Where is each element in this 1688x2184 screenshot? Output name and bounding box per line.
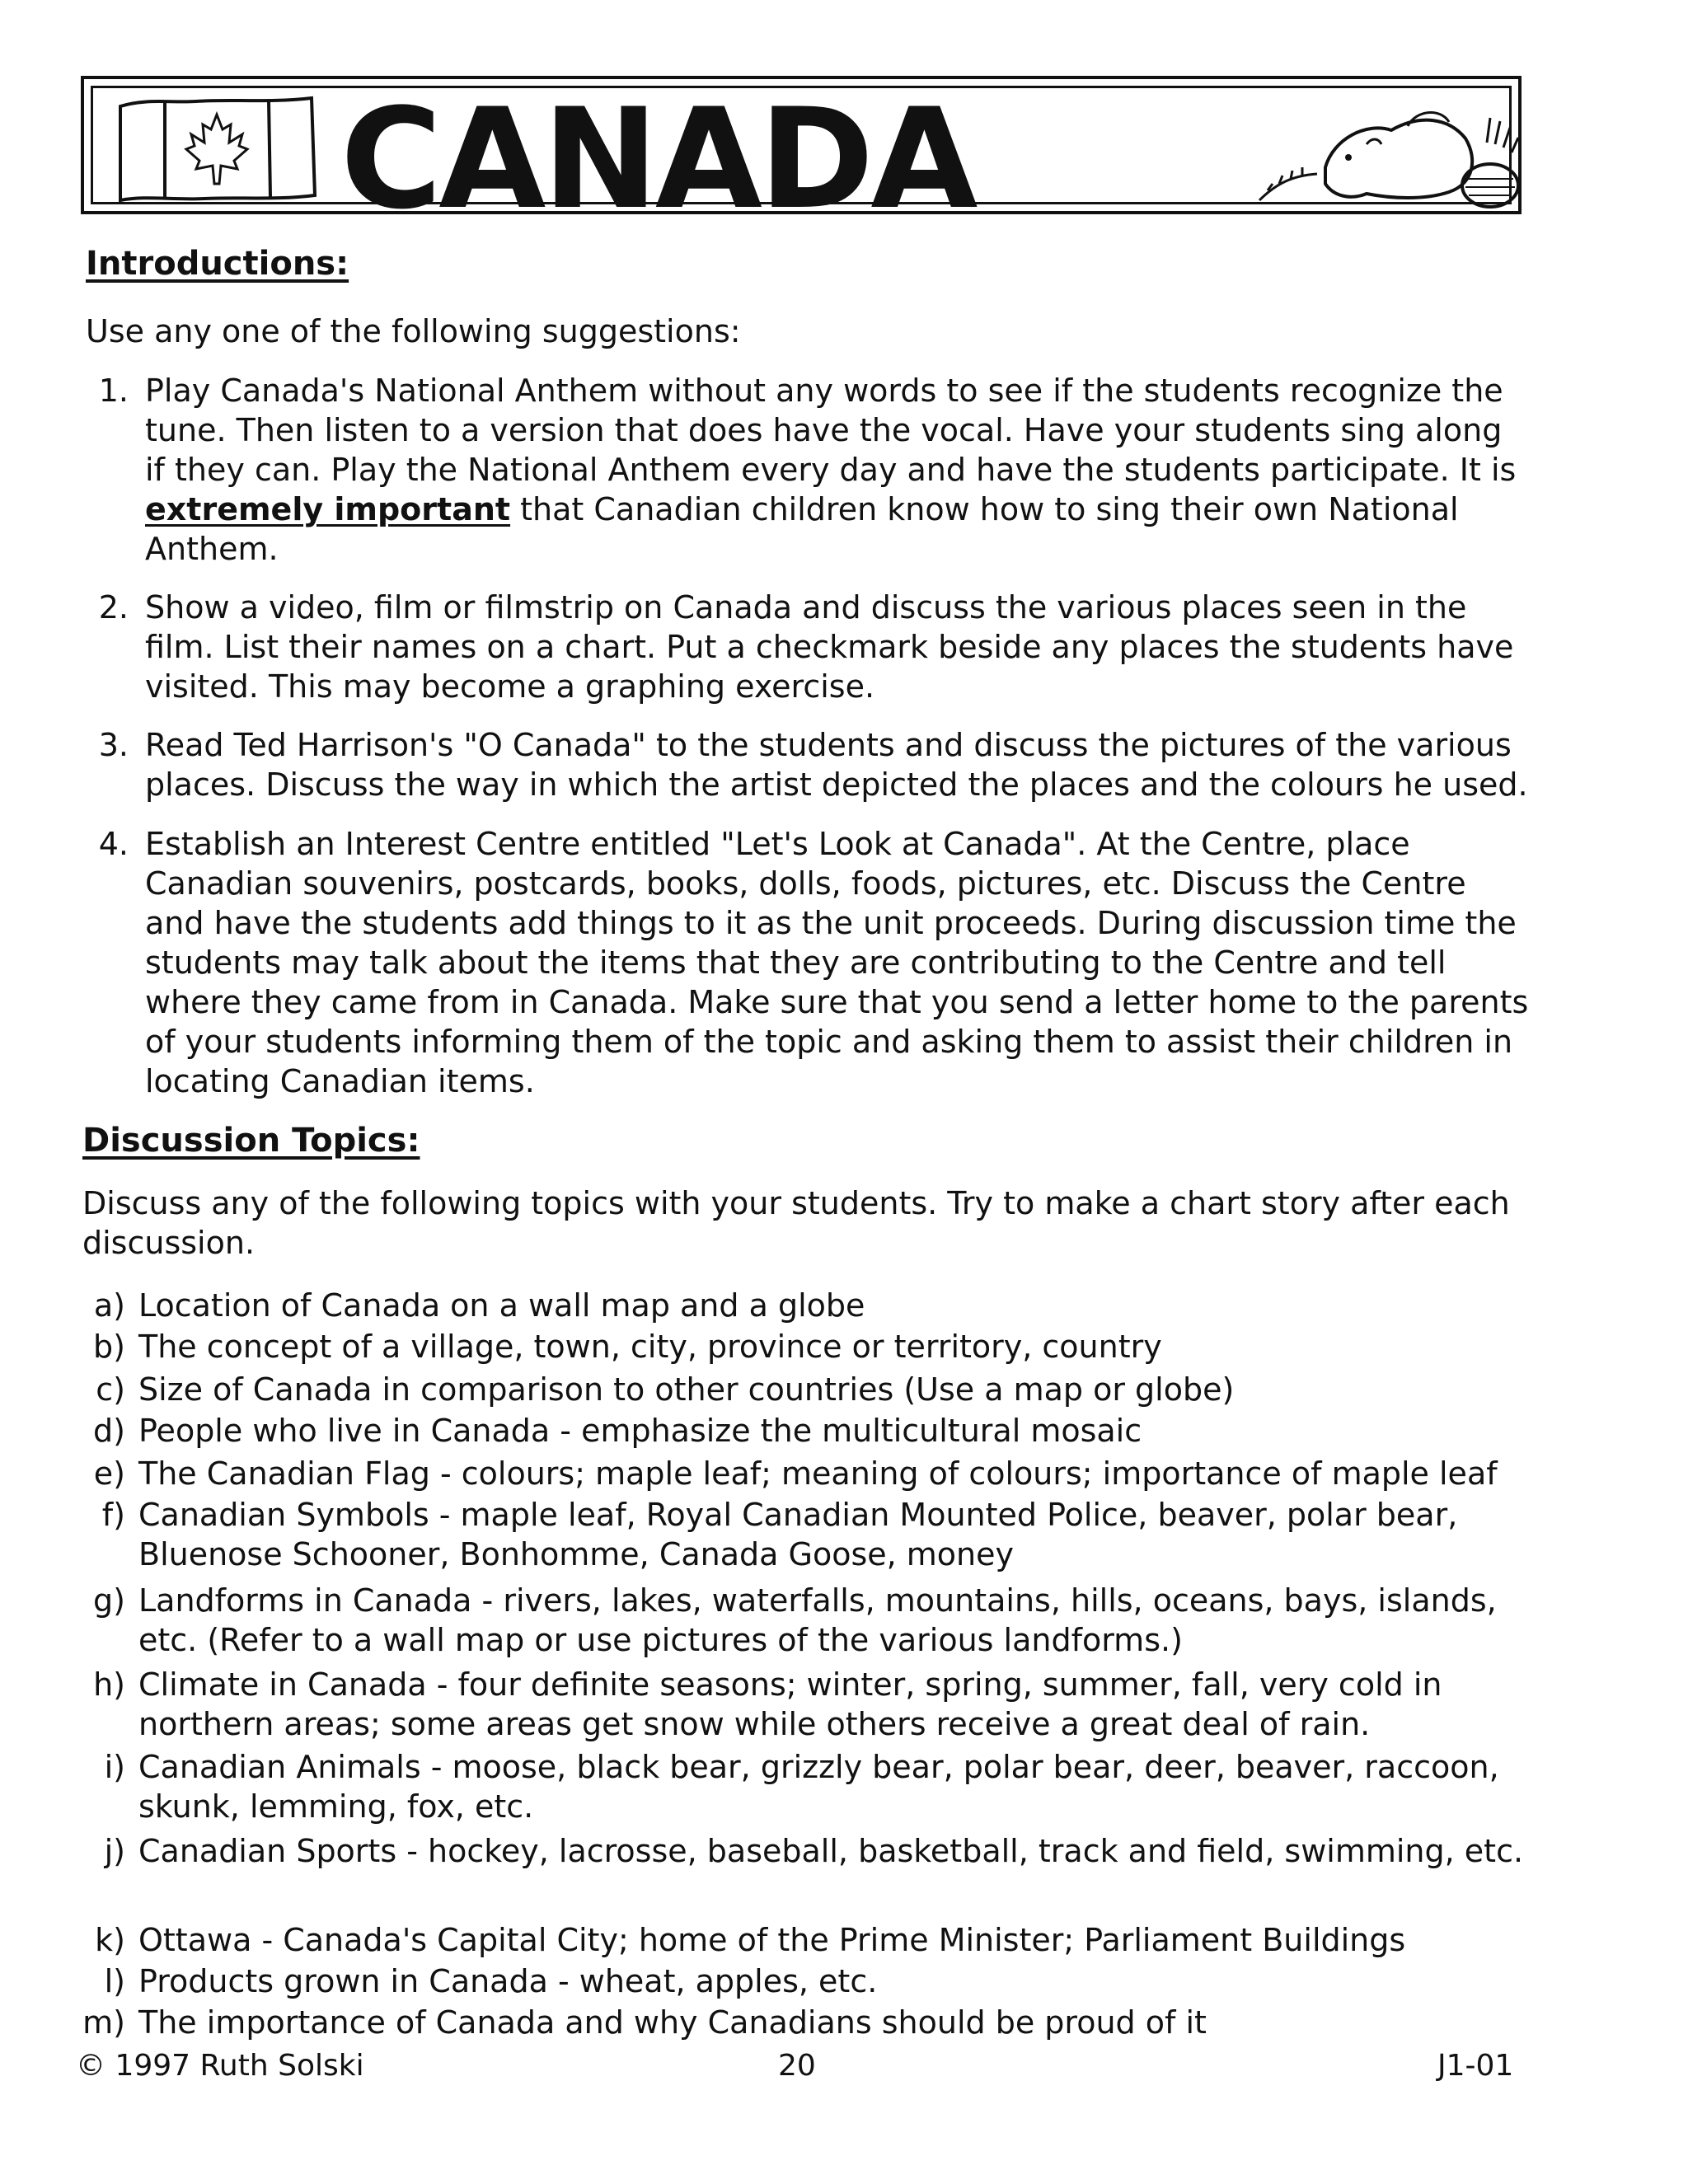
topic-item: The importance of Canada and why Canadians should be proud of it [138, 2004, 1207, 2041]
topic-letter: a) [93, 1287, 125, 1324]
topic-item: Size of Canada in comparison to other countries (Use a map or globe) [138, 1371, 1235, 1408]
banner-title: CANADA [340, 78, 975, 240]
intro-item-1-emphasis: extremely important [145, 491, 511, 527]
topic-letter: c) [96, 1371, 125, 1408]
intro-item-number: 2. [98, 589, 129, 626]
discussion-heading: Discussion Topics: [82, 1122, 420, 1160]
intro-item-1 [145, 371, 1530, 569]
discussion-lead: Discuss any of the following topics with your students. Try to make a chart story after each discussion. [82, 1185, 1510, 1261]
introductions-lead: Use any one of the following suggestions: [86, 313, 741, 349]
footer-code: J1-01 [1437, 2049, 1514, 2083]
intro-item-number: 4. [98, 826, 129, 862]
intro-item-number: 3. [98, 727, 129, 763]
beaver-icon [1243, 93, 1531, 217]
topic-letter: h) [93, 1666, 125, 1703]
introductions-heading: Introductions: [86, 245, 349, 283]
topic-letter: k) [95, 1922, 125, 1958]
banner-inner-frame [91, 78, 1512, 240]
intro-item-2: Show a video, film or filmstrip on Canada and discuss the various places seen in the film. List their names on a chart. Put a checkmark beside any places the students have visited. This may become a graphing exercise. [145, 589, 1514, 705]
footer-copyright: © 1997 Ruth Solski [76, 2049, 364, 2083]
topic-letter: f) [101, 1497, 125, 1533]
topic-item: Canadian Animals - moose, black bear, grizzly bear, polar bear, deer, beaver, raccoon, skunk, lemming, fox, etc. [138, 1749, 1499, 1825]
footer-page-number: 20 [778, 2049, 816, 2083]
canada-flag-icon [114, 91, 320, 207]
topic-item: Ottawa - Canada's Capital City; home of the Prime Minister; Parliament Buildings [138, 1922, 1406, 1958]
title-banner [81, 76, 1522, 240]
topic-item: The Canadian Flag - colours; maple leaf; meaning of colours; importance of maple leaf [138, 1455, 1498, 1492]
intro-item-number: 1. [98, 373, 129, 409]
topic-letter: g) [93, 1582, 125, 1619]
intro-item-1-text: Play Canada's National Anthem without any words to see if the students recognize the tune. Then listen to a version that does have the vocal. Have your students sing along if they can. Play the National Anthem every day and have the students participate. It is [145, 373, 1517, 488]
topic-item: Canadian Sports - hockey, lacrosse, baseball, basketball, track and field, swimming, etc. [138, 1833, 1524, 1869]
topic-item: The concept of a village, town, city, province or territory, country [138, 1329, 1162, 1365]
intro-item-1-text-end: that Canadian children know how to sing their own National Anthem. [145, 491, 1459, 567]
topic-letter: l) [104, 1963, 125, 1999]
topic-item: Products grown in Canada - wheat, apples, etc. [138, 1963, 878, 1999]
topic-letter: d) [93, 1413, 125, 1449]
topic-letter: j) [104, 1833, 125, 1869]
topic-item: Location of Canada on a wall map and a globe [138, 1287, 865, 1324]
topic-letter: e) [93, 1455, 125, 1492]
topic-item: Landforms in Canada - rivers, lakes, waterfalls, mountains, hills, oceans, bays, islands, etc. (Refer to a wall map or use pictures of the various landforms.) [138, 1582, 1497, 1658]
topic-letter: m) [82, 2004, 125, 2041]
topic-item: People who live in Canada - emphasize the multicultural mosaic [138, 1413, 1142, 1449]
topic-item: Canadian Symbols - maple leaf, Royal Canadian Mounted Police, beaver, polar bear, Bluenose Schooner, Bonhomme, Canada Goose, money [138, 1497, 1458, 1572]
intro-item-3: Read Ted Harrison's "O Canada" to the students and discuss the pictures of the various places. Discuss the way in which the artist depicted the places and the colours he used. [145, 727, 1528, 803]
topic-letter: b) [93, 1329, 125, 1365]
topic-letter: i) [104, 1749, 125, 1785]
intro-item-4: Establish an Interest Centre entitled "Let's Look at Canada". At the Centre, place Canadian souvenirs, postcards, books, dolls, foods, pictures, etc. Discuss the Centre and have the students add things to it as the unit proceeds. During discussion time the students may talk about the items that they are contributing to the Centre and tell where they came from in Canada. Make sure that you send a letter home to the parents of your students informing them of the topic and asking them to assist their children in locating Canadian items. [145, 826, 1529, 1099]
topic-item: Climate in Canada - four definite seasons; winter, spring, summer, fall, very cold in northern areas; some areas get snow while others receive a great deal of rain. [138, 1666, 1442, 1742]
